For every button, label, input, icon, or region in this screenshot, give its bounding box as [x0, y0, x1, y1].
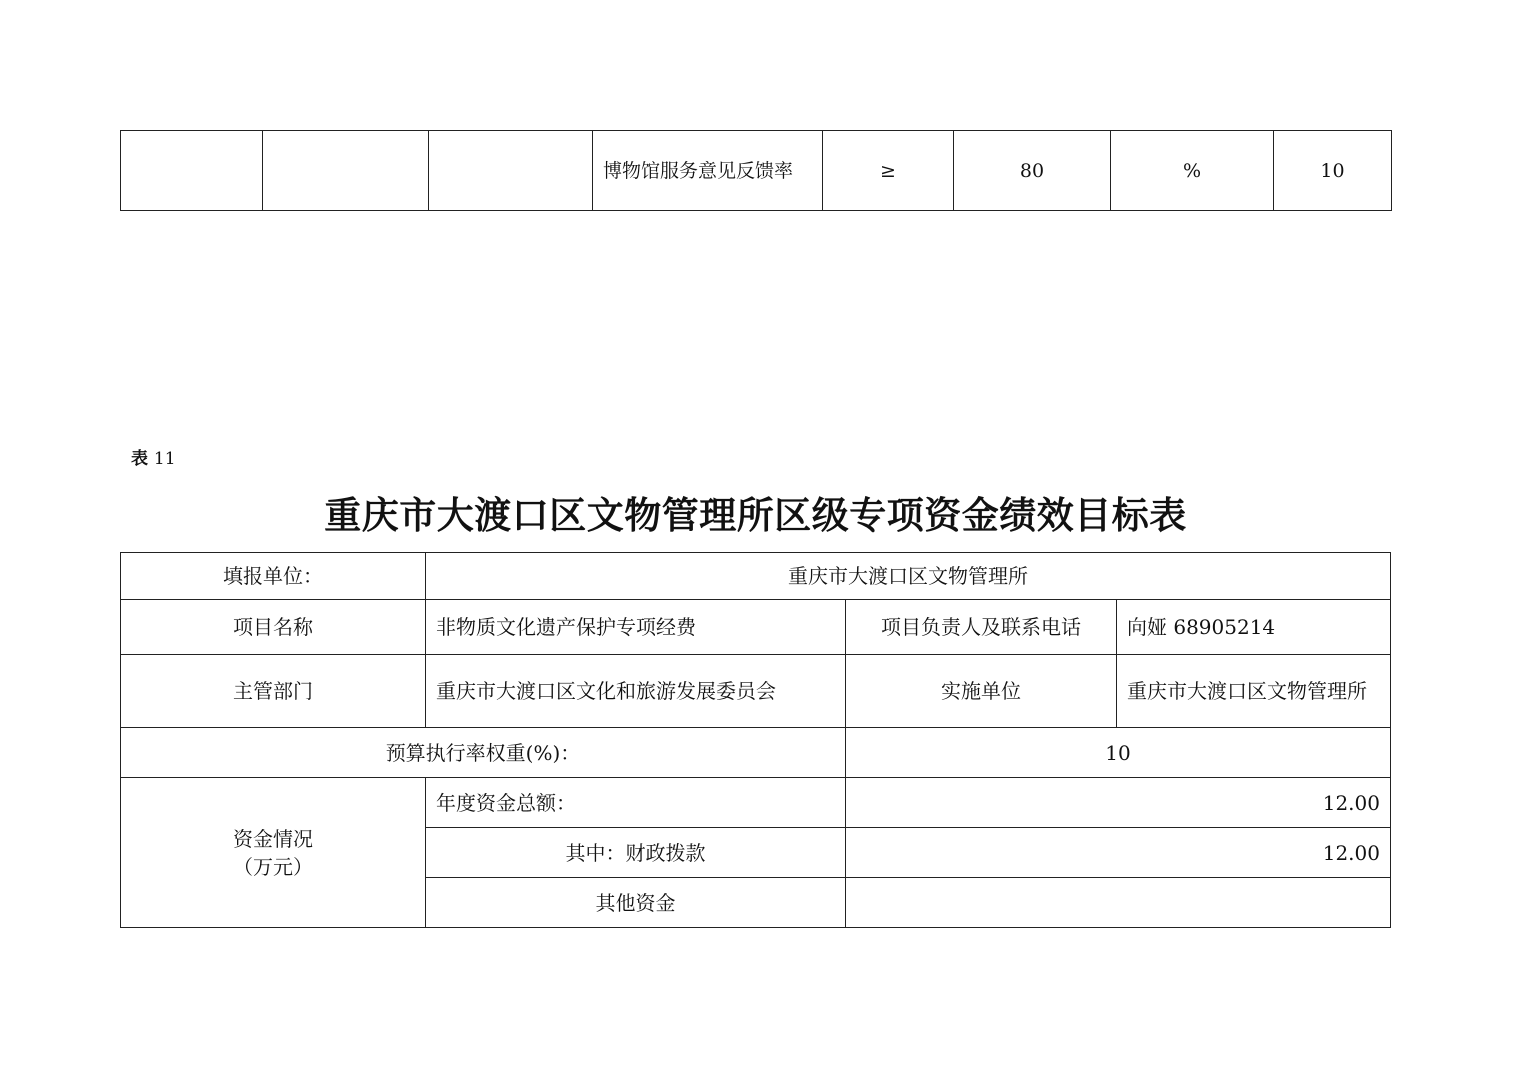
annual-total-value: 12.00: [846, 778, 1391, 828]
project-name-row: [121, 600, 1391, 655]
annual-total-label: 年度资金总额：: [426, 778, 846, 828]
funds-label: [121, 778, 426, 928]
reporting-unit-label: 填报单位：: [121, 553, 426, 600]
project-contact-label: 项目负责人及联系电话: [846, 600, 1117, 655]
supervising-dept-label: 主管部门: [121, 655, 426, 728]
performance-target-table: [120, 552, 1391, 928]
other-funds-label: 其他资金: [426, 878, 846, 928]
table-label-prefix: 表: [131, 449, 148, 469]
project-name-label: 项目名称: [121, 600, 426, 655]
indicator-cell-1: [121, 131, 263, 211]
supervising-dept-row: [121, 655, 1391, 728]
table-number-label: [131, 444, 176, 469]
implementing-unit-value: 重庆市大渡口区文物管理所: [1117, 655, 1391, 728]
annual-total-row: [121, 778, 1391, 828]
indicator-continuation-table: [120, 130, 1392, 211]
indicator-name: 博物馆服务意见反馈率: [593, 131, 823, 211]
funds-label-line1: 资金情况: [233, 826, 313, 851]
reporting-unit-value: 重庆市大渡口区文物管理所: [426, 553, 1391, 600]
indicator-cell-3: [429, 131, 593, 211]
budget-weight-value: 10: [846, 728, 1391, 778]
fiscal-allocation-value: 12.00: [846, 828, 1391, 878]
indicator-operator: ≥: [823, 131, 954, 211]
project-name-value: 非物质文化遗产保护专项经费: [426, 600, 846, 655]
supervising-dept-value: 重庆市大渡口区文化和旅游发展委员会: [426, 655, 846, 728]
indicator-row: [121, 131, 1392, 211]
project-contact-value: 向娅 68905214: [1117, 600, 1391, 655]
indicator-weight: 10: [1274, 131, 1392, 211]
funds-label-line2: （万元）: [233, 854, 313, 879]
other-funds-value: [846, 878, 1391, 928]
budget-weight-row: [121, 728, 1391, 778]
indicator-target: 80: [954, 131, 1111, 211]
indicator-cell-2: [263, 131, 429, 211]
fiscal-allocation-label: 其中：财政拨款: [426, 828, 846, 878]
implementing-unit-label: 实施单位: [846, 655, 1117, 728]
table-label-number: 11: [153, 449, 176, 469]
reporting-unit-row: [121, 553, 1391, 600]
indicator-unit: %: [1111, 131, 1274, 211]
budget-weight-label: 预算执行率权重(%)：: [121, 728, 846, 778]
page-title: 重庆市大渡口区文物管理所区级专项资金绩效目标表: [324, 494, 1187, 537]
